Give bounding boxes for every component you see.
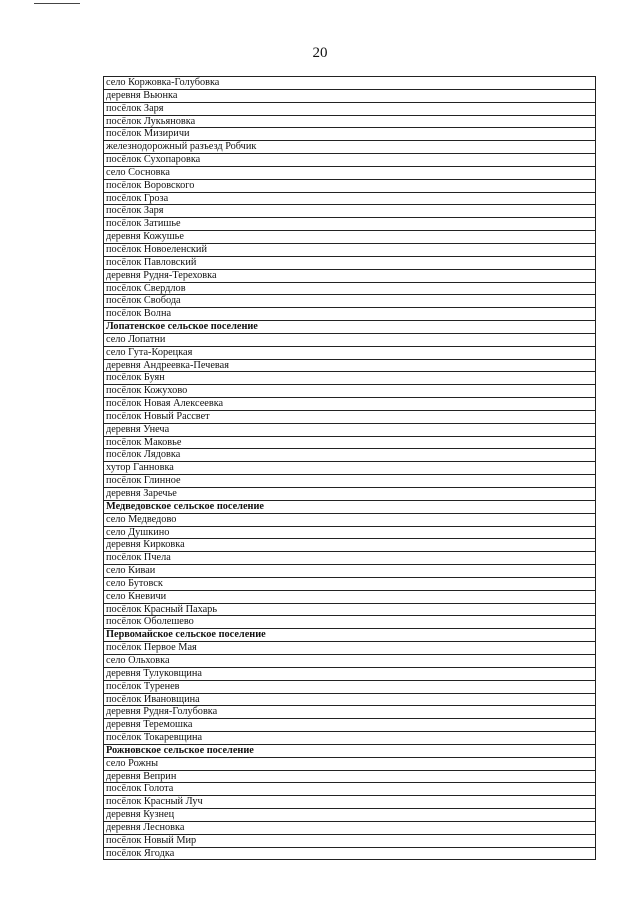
settlement-row: посёлок Кожухово: [104, 385, 595, 398]
settlement-row: посёлок Волна: [104, 308, 595, 321]
settlement-row: посёлок Сухопаровка: [104, 154, 595, 167]
settlement-row: посёлок Токаревщина: [104, 732, 595, 745]
settlement-row: село Медведово: [104, 514, 595, 527]
settlement-row: посёлок Глинное: [104, 475, 595, 488]
settlement-row: посёлок Маковье: [104, 437, 595, 450]
settlement-row: деревня Андреевка-Печевая: [104, 360, 595, 373]
settlement-row: посёлок Лукьяновка: [104, 116, 595, 129]
settlement-row: посёлок Голота: [104, 783, 595, 796]
settlement-row: деревня Вьюнка: [104, 90, 595, 103]
settlement-group-header: Медведовское сельское поселение: [104, 501, 595, 514]
settlement-row: посёлок Оболешево: [104, 616, 595, 629]
settlement-row: посёлок Заря: [104, 103, 595, 116]
settlement-row: посёлок Буян: [104, 372, 595, 385]
settlement-row: деревня Рудня-Голубовка: [104, 706, 595, 719]
settlement-row: село Гута-Корецкая: [104, 347, 595, 360]
settlement-row: село Кневичи: [104, 591, 595, 604]
settlement-row: село Ольховка: [104, 655, 595, 668]
settlement-row: посёлок Свердлов: [104, 283, 595, 296]
settlement-row: деревня Рудня-Тереховка: [104, 270, 595, 283]
settlement-row: посёлок Павловский: [104, 257, 595, 270]
settlement-row: село Лопатни: [104, 334, 595, 347]
settlement-row: посёлок Ивановщина: [104, 694, 595, 707]
settlement-row: хутор Ганновка: [104, 462, 595, 475]
settlement-row: деревня Кожушье: [104, 231, 595, 244]
settlement-row: село Бутовск: [104, 578, 595, 591]
settlement-row: посёлок Туренев: [104, 681, 595, 694]
settlement-row: посёлок Затишье: [104, 218, 595, 231]
settlement-row: посёлок Воровского: [104, 180, 595, 193]
settlement-row: посёлок Мизиричи: [104, 128, 595, 141]
settlement-row: посёлок Красный Луч: [104, 796, 595, 809]
settlement-row: деревня Тулуковщина: [104, 668, 595, 681]
settlement-row: село Киваи: [104, 565, 595, 578]
settlement-row: посёлок Новый Мир: [104, 835, 595, 848]
settlement-row: посёлок Гроза: [104, 193, 595, 206]
settlement-row: село Сосновка: [104, 167, 595, 180]
settlement-row: посёлок Новый Рассвет: [104, 411, 595, 424]
settlement-group-header: Рожновское сельское поселение: [104, 745, 595, 758]
settlement-row: село Коржовка-Голубовка: [104, 77, 595, 90]
settlement-row: посёлок Лядовка: [104, 449, 595, 462]
settlement-row: железнодорожный разъезд Робчик: [104, 141, 595, 154]
settlement-row: посёлок Ягодка: [104, 848, 595, 861]
settlement-row: посёлок Заря: [104, 205, 595, 218]
settlement-row: деревня Лесновка: [104, 822, 595, 835]
settlement-row: деревня Кузнец: [104, 809, 595, 822]
settlement-group-header: Лопатенское сельское поселение: [104, 321, 595, 334]
settlement-row: деревня Заречье: [104, 488, 595, 501]
settlement-row: посёлок Новая Алексеевка: [104, 398, 595, 411]
settlement-row: посёлок Первое Мая: [104, 642, 595, 655]
settlement-row: деревня Кирковка: [104, 539, 595, 552]
settlement-row: посёлок Красный Пахарь: [104, 604, 595, 617]
settlement-row: посёлок Пчела: [104, 552, 595, 565]
settlement-row: село Рожны: [104, 758, 595, 771]
settlement-row: село Душкино: [104, 527, 595, 540]
settlement-row: деревня Веприн: [104, 771, 595, 784]
settlement-row: посёлок Новоеленский: [104, 244, 595, 257]
corner-mark: [34, 3, 80, 4]
settlement-table: [103, 76, 596, 860]
settlement-row: деревня Унеча: [104, 424, 595, 437]
settlement-group-header: Первомайское сельское поселение: [104, 629, 595, 642]
settlement-row: деревня Теремошка: [104, 719, 595, 732]
page-number: 20: [312, 45, 328, 61]
settlement-row: посёлок Свобода: [104, 295, 595, 308]
